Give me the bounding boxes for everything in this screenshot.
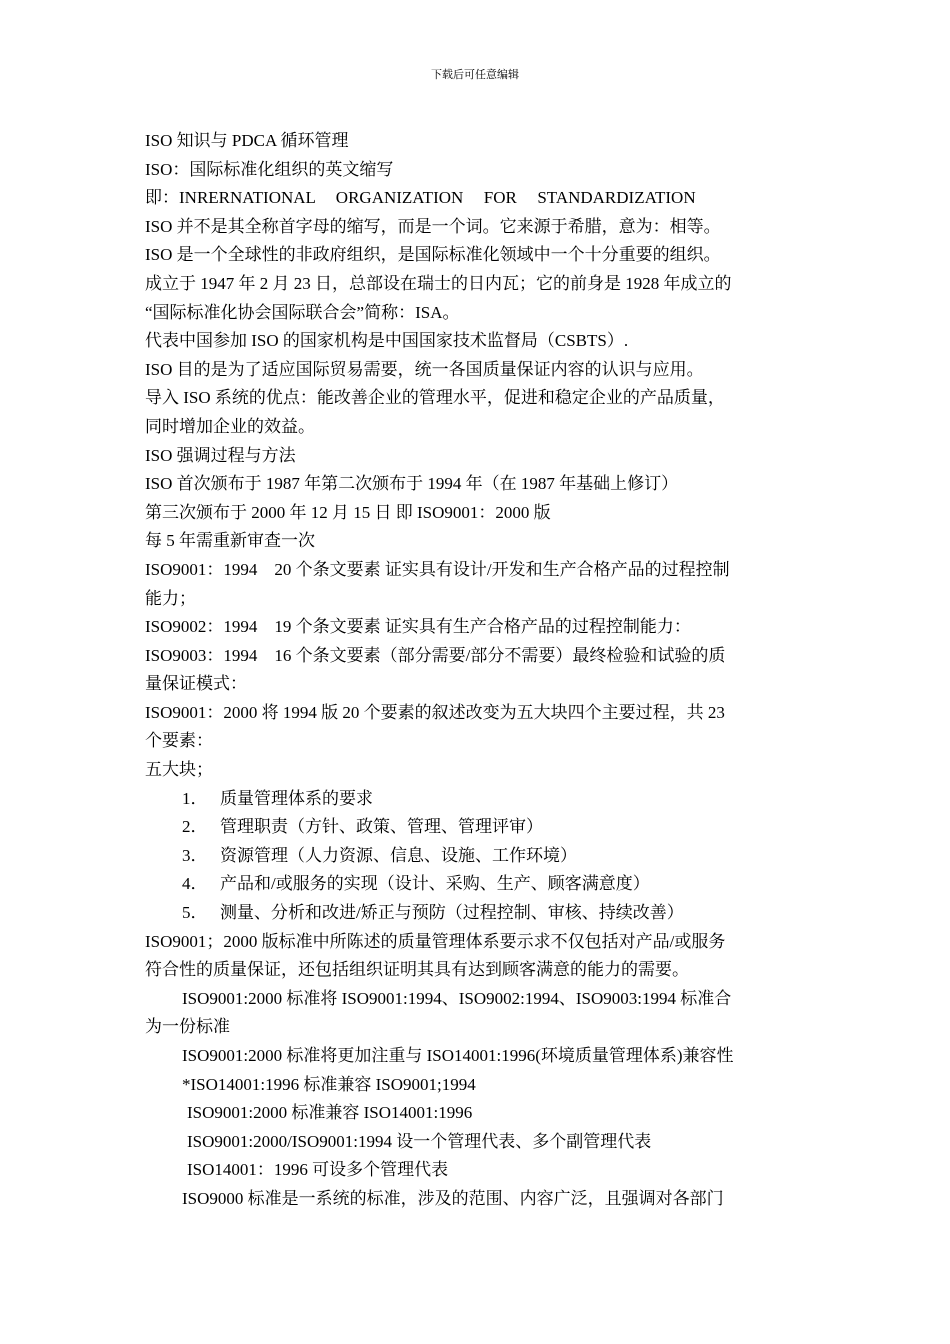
text-line: ISO9001；2000 版标准中所陈述的质量管理体系要示求不仅包括对产品/或服务	[145, 931, 726, 951]
text-line: 为一份标准	[145, 1017, 230, 1037]
text-line: ISO 是一个全球性的非政府组织，是国际标准化领域中一个十分重要的组织。	[145, 245, 721, 265]
text-line: ISO9001:2000/ISO9001:1994 设一个管理代表、多个副管理代表	[187, 1131, 652, 1151]
list-item	[145, 785, 810, 814]
list-item	[145, 899, 810, 928]
list-item	[145, 813, 810, 842]
text-line: ISO14001：1996 可设多个管理代表	[187, 1160, 449, 1180]
text-line: ISO 目的是为了适应国际贸易需要，统一各国质量保证内容的认识与应用。	[145, 359, 704, 379]
list-item	[145, 842, 810, 871]
text-line: 同时增加企业的效益。	[145, 416, 315, 436]
text-line: ISO9001:2000 标准将 ISO9001:1994、ISO9002:1994、ISO9003:1994 标准合	[182, 988, 732, 1008]
text-line: ISO9001:2000 标准将更加注重与 ISO14001:1996(环境质量管理体系)兼容性	[182, 1046, 734, 1065]
text-line: ISO9002：1994 19 个条文要素 证实具有生产合格产品的过程控制能力：	[145, 617, 691, 637]
list-item-number: 2．	[182, 817, 208, 837]
text-line: 导入 ISO 系统的优点：能改善企业的管理水平，促进和稳定企业的产品质量，	[145, 388, 725, 408]
text-line: ISO 知识与 PDCA 循环管理	[145, 131, 349, 150]
text-line: 代表中国参加 ISO 的国家机构是中国国家技术监督局（CSBTS）.	[145, 331, 629, 351]
list-item-number: 5．	[182, 903, 208, 923]
list-item-text: 测量、分析和改进/矫正与预防（过程控制、审核、持续改善）	[220, 903, 684, 923]
text-line: ISO9001：2000 将 1994 版 20 个要素的叙述改变为五大块四个主要过程，共 23	[145, 702, 725, 722]
text-line: 符合性的质量保证，还包括组织证明其具有达到顾客满意的能力的需要。	[145, 960, 689, 980]
text-line: 五大块；	[145, 760, 213, 780]
list-item-number: 4．	[182, 874, 208, 894]
text-line: *ISO14001:1996 标准兼容 ISO9001;1994	[182, 1074, 476, 1094]
page-header: 下载后可任意编辑	[431, 68, 519, 81]
text-line: 每 5 年需重新审查一次	[145, 531, 315, 551]
text-line: 能力；	[145, 588, 196, 608]
list-item-text: 资源管理（人力资源、信息、设施、工作环境）	[220, 845, 577, 865]
document-body	[145, 127, 810, 1214]
text-line: ISO：国际标准化组织的英文缩写	[145, 159, 394, 179]
text-line: ISO9003：1994 16 个条文要素（部分需要/部分不需要）最终检验和试验的质	[145, 645, 726, 665]
text-line: ISO9001:2000 标准兼容 ISO14001:1996	[187, 1103, 473, 1123]
list-item	[145, 870, 810, 899]
text-line: 量保证模式：	[145, 674, 247, 694]
text-line: “国际标准化协会国际联合会”简称：ISA。	[145, 302, 460, 322]
list-item-number: 1．	[182, 788, 208, 808]
text-line: 个要素：	[145, 731, 213, 751]
text-line: 成立于 1947 年 2 月 23 日，总部设在瑞士的日内瓦；它的前身是 1928 年成立的	[145, 273, 732, 293]
list-item-text: 管理职责（方针、政策、管理、管理评审）	[220, 817, 543, 837]
text-line: 即：INRERNATIONAL ORGANIZATION FOR STANDARDIZATION	[145, 188, 696, 208]
list-item-text: 质量管理体系的要求	[220, 788, 373, 808]
text-line: ISO9001：1994 20 个条文要素 证实具有设计/开发和生产合格产品的过程控制	[145, 559, 730, 579]
text-line: ISO 并不是其全称首字母的缩写，而是一个词。它来源于希腊，意为：相等。	[145, 216, 721, 236]
text-line: 第三次颁布于 2000 年 12 月 15 日 即 ISO9001：2000 版	[145, 502, 551, 522]
list-item-text: 产品和/或服务的实现（设计、采购、生产、顾客满意度）	[220, 874, 650, 894]
list-item-number: 3．	[182, 845, 208, 865]
text-line: ISO9000 标准是一系统的标准，涉及的范围、内容广泛，且强调对各部门	[182, 1188, 724, 1208]
text-line: ISO 强调过程与方法	[145, 445, 296, 465]
text-line: ISO 首次颁布于 1987 年第二次颁布于 1994 年（在 1987 年基础上修订）	[145, 474, 679, 494]
block-list	[145, 785, 810, 928]
